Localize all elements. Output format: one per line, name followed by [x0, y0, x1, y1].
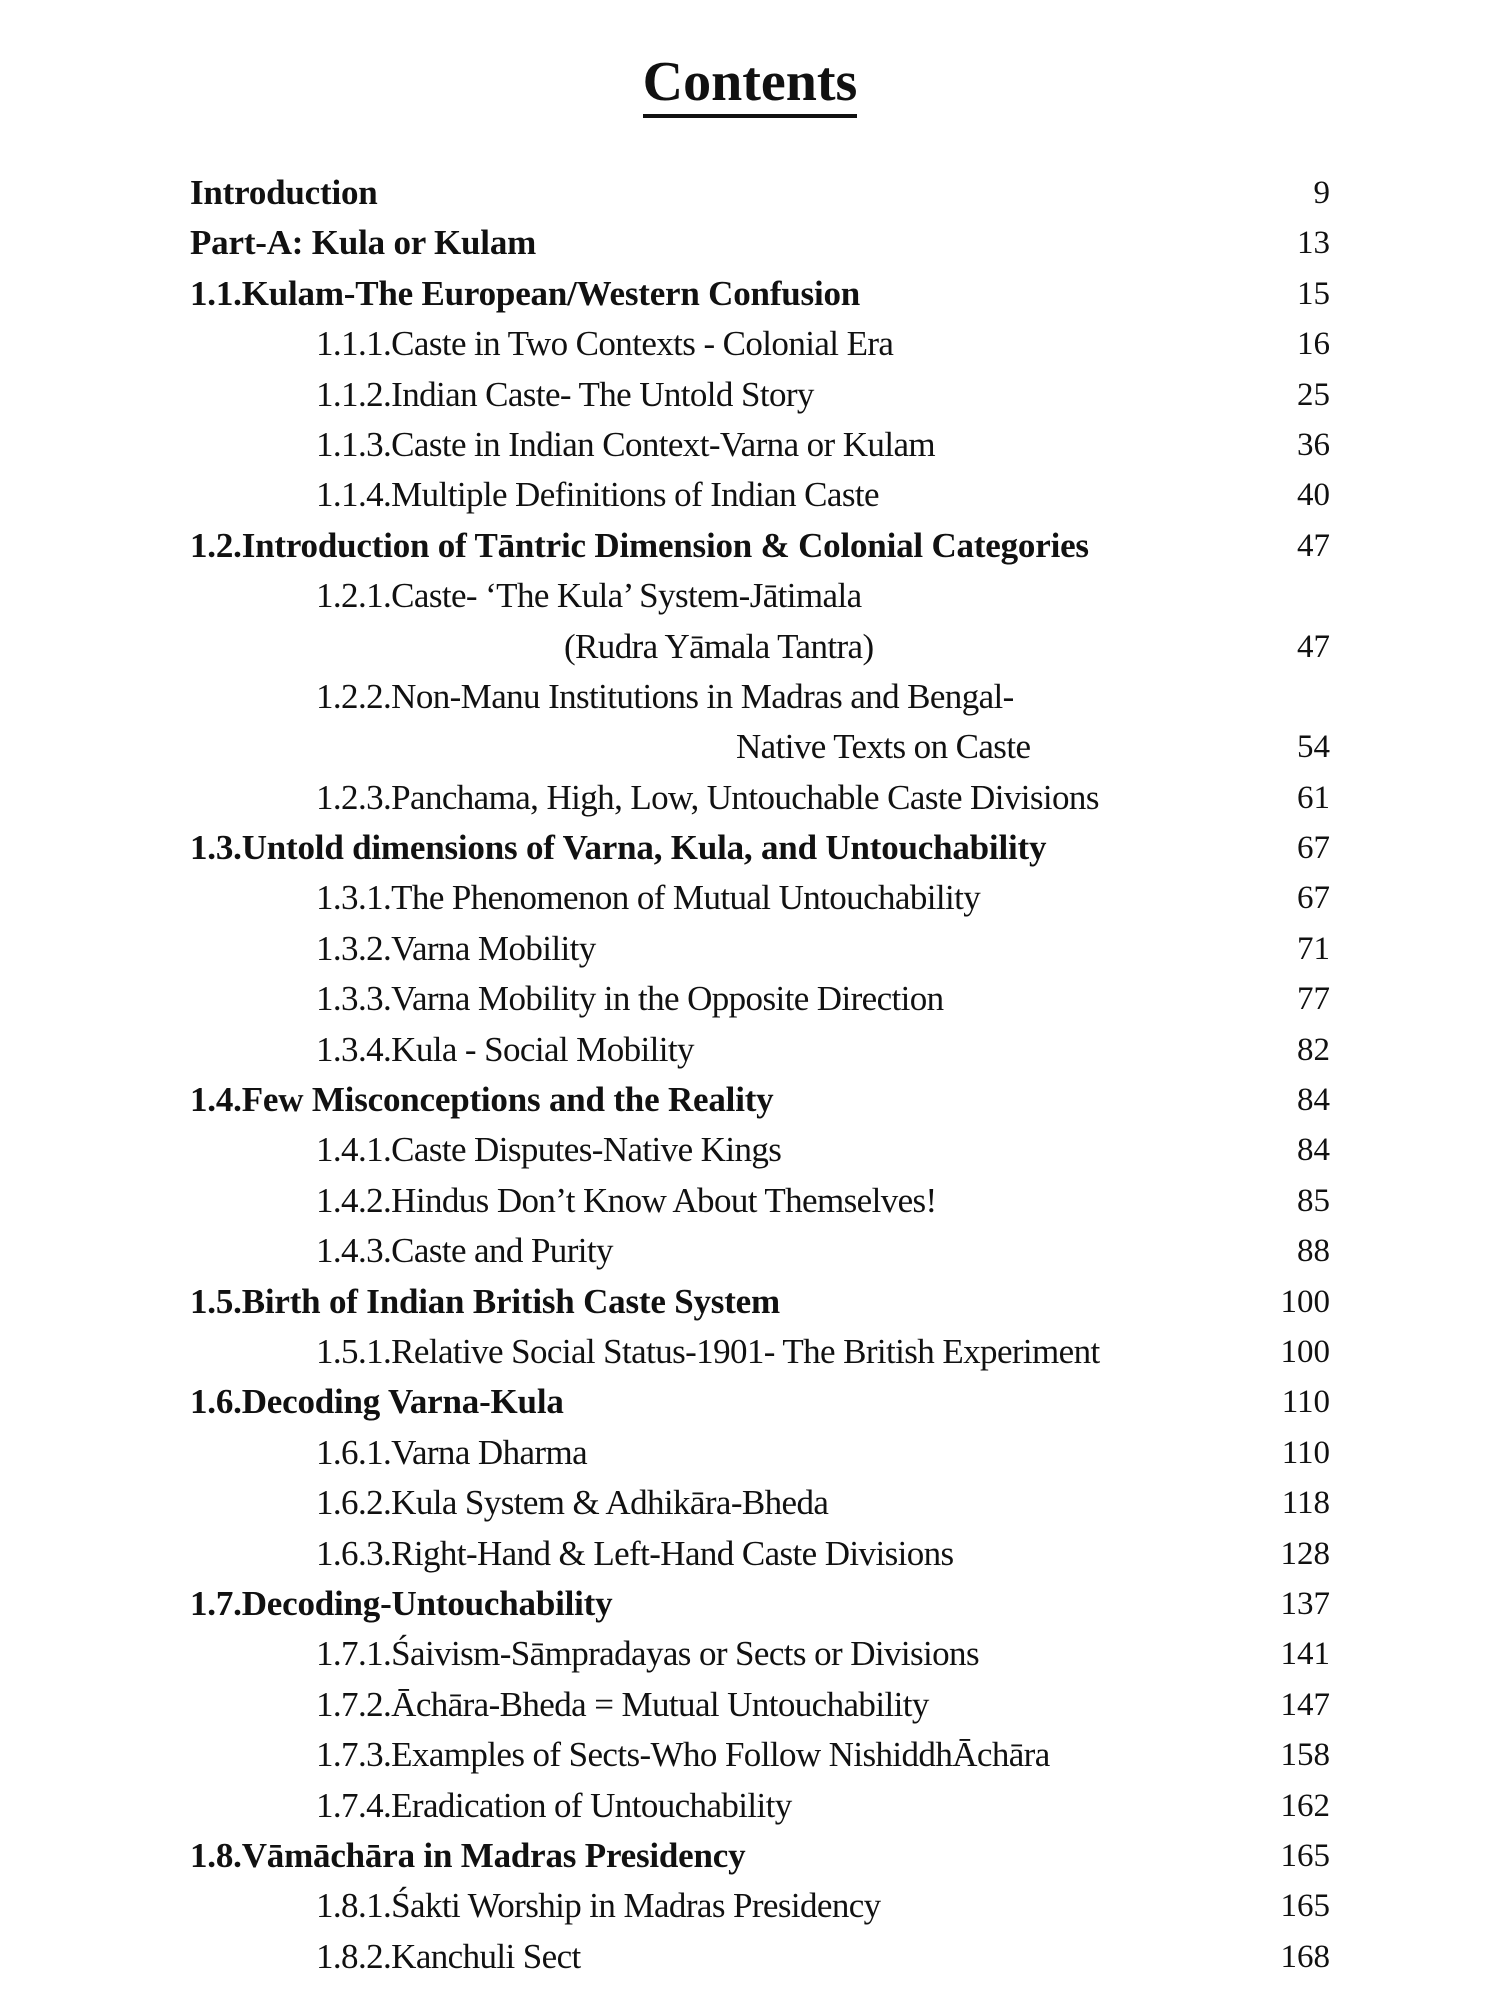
toc-section-entry[interactable]: [190, 1226, 1330, 1276]
toc-chapter-entry[interactable]: [190, 1075, 1330, 1125]
toc-entry-label: 1.2.Introduction of Tāntric Dimension & Colonial Categories: [190, 525, 1089, 565]
toc-entry-page-number: 16: [1297, 326, 1330, 363]
toc-chapter-entry[interactable]: [190, 269, 1330, 319]
toc-entry-page-number: 71: [1297, 930, 1330, 967]
toc-entry-label: 1.2.2.Non-Manu Institutions in Madras and Bengal-: [316, 676, 1014, 716]
toc-entry-page-number: 54: [1297, 729, 1330, 766]
toc-entry-label: 1.3.3.Varna Mobility in the Opposite Direction: [316, 979, 944, 1019]
toc-section-entry[interactable]: [190, 1781, 1330, 1831]
toc-section-entry[interactable]: [190, 571, 1330, 621]
toc-entry-page-number: 15: [1297, 275, 1330, 312]
toc-entry-page-number: 100: [1280, 1333, 1330, 1370]
toc-entry-page-number: 9: [1313, 175, 1330, 211]
toc-entry-page-number: 165: [1280, 1837, 1330, 1874]
toc-entry-page-number: 77: [1297, 981, 1330, 1018]
toc-entry-page-number: 40: [1297, 477, 1330, 514]
toc-entry-label: 1.4.2.Hindus Don’t Know About Themselves!: [316, 1180, 937, 1220]
toc-entry-page-number: 110: [1281, 1384, 1330, 1421]
toc-chapter-entry[interactable]: [190, 218, 1330, 268]
toc-entry-page-number: 84: [1297, 1082, 1330, 1119]
toc-section-entry[interactable]: [190, 974, 1330, 1024]
toc-entry-page-number: 158: [1280, 1737, 1330, 1774]
toc-entry-label: 1.8.2.Kanchuli Sect: [316, 1936, 581, 1976]
toc-entry-label: 1.5.Birth of Indian British Caste System: [190, 1281, 780, 1321]
toc-section-entry[interactable]: [190, 1932, 1330, 1982]
toc-entry-label: Introduction: [190, 173, 378, 212]
toc-section-entry[interactable]: [190, 420, 1330, 470]
toc-section-entry[interactable]: [190, 873, 1330, 923]
toc-section-entry[interactable]: [190, 319, 1330, 369]
toc-entry-page-number: 128: [1280, 1535, 1330, 1572]
toc-entry-page-number: 67: [1297, 830, 1330, 867]
toc-entry-page-number: 25: [1297, 376, 1330, 413]
toc-chapter-entry[interactable]: [190, 1377, 1330, 1427]
toc-entry-label: 1.4.Few Misconceptions and the Reality: [190, 1080, 774, 1120]
toc-section-entry[interactable]: [190, 1176, 1330, 1226]
table-of-contents: [190, 168, 1330, 1982]
toc-section-entry[interactable]: [190, 1730, 1330, 1780]
toc-chapter-entry[interactable]: [190, 168, 1330, 218]
toc-entry-page-number: 85: [1297, 1182, 1330, 1219]
toc-section-entry[interactable]: [190, 1478, 1330, 1528]
toc-section-entry[interactable]: [190, 1025, 1330, 1075]
toc-entry-label: 1.8.1.Śakti Worship in Madras Presidency: [316, 1886, 881, 1926]
toc-section-entry[interactable]: [190, 370, 1330, 420]
toc-entry-label: 1.4.1.Caste Disputes-Native Kings: [316, 1130, 782, 1170]
toc-entry-page-number: 13: [1297, 225, 1330, 262]
toc-entry-label: 1.1.Kulam-The European/Western Confusion: [190, 273, 861, 313]
toc-entry-label: 1.2.3.Panchama, High, Low, Untouchable Caste Divisions: [316, 777, 1099, 817]
toc-entry-page-number: 61: [1297, 779, 1330, 816]
toc-section-entry[interactable]: [190, 1125, 1330, 1175]
toc-entry-page-number: 100: [1280, 1283, 1330, 1320]
toc-entry-label: 1.6.3.Right-Hand & Left-Hand Caste Divisions: [316, 1533, 954, 1573]
toc-entry-label: 1.7.Decoding-Untouchability: [190, 1583, 613, 1623]
toc-entry-label: Part-A: Kula or Kulam: [190, 223, 537, 263]
toc-entry-label: 1.2.1.Caste- ‘The Kula’ System-Jātimala: [316, 576, 862, 616]
toc-entry-page-number: 141: [1280, 1636, 1330, 1673]
toc-chapter-entry[interactable]: [190, 1277, 1330, 1327]
toc-entry-page-number: 168: [1280, 1938, 1330, 1975]
toc-section-entry[interactable]: [190, 1428, 1330, 1478]
toc-entry-label: 1.8.Vāmāchāra in Madras Presidency: [190, 1835, 746, 1875]
toc-section-entry[interactable]: [190, 470, 1330, 520]
toc-chapter-entry[interactable]: [190, 823, 1330, 873]
page-title: [0, 48, 1500, 116]
toc-section-entry[interactable]: [190, 672, 1330, 722]
toc-entry-label: 1.1.4.Multiple Definitions of Indian Caste: [316, 475, 879, 515]
toc-entry-label: 1.3.Untold dimensions of Varna, Kula, and Untouchability: [190, 828, 1047, 868]
toc-section-entry[interactable]: [190, 924, 1330, 974]
toc-entry-page-number: 67: [1297, 880, 1330, 917]
toc-entry-label: 1.6.1.Varna Dharma: [316, 1432, 588, 1472]
toc-entry-label: 1.3.2.Varna Mobility: [316, 928, 596, 968]
toc-entry-page-number: 162: [1280, 1787, 1330, 1824]
toc-section-entry[interactable]: [190, 1529, 1330, 1579]
toc-entry-label: 1.1.2.Indian Caste- The Untold Story: [316, 374, 814, 414]
toc-chapter-entry[interactable]: [190, 521, 1330, 571]
toc-entry-label: 1.1.3.Caste in Indian Context-Varna or Kulam: [316, 424, 936, 464]
toc-section-entry[interactable]: [190, 622, 1330, 672]
toc-chapter-entry[interactable]: [190, 1579, 1330, 1629]
toc-section-entry[interactable]: [190, 722, 1330, 772]
toc-section-entry[interactable]: [190, 1327, 1330, 1377]
toc-entry-label: 1.3.4.Kula - Social Mobility: [316, 1029, 694, 1069]
toc-entry-label: 1.5.1.Relative Social Status-1901- The British Experiment: [316, 1331, 1100, 1371]
toc-chapter-entry[interactable]: [190, 1831, 1330, 1881]
toc-entry-page-number: 82: [1297, 1031, 1330, 1068]
toc-entry-label: Native Texts on Caste: [736, 727, 1031, 767]
toc-entry-page-number: 47: [1297, 628, 1330, 665]
toc-entry-page-number: 47: [1297, 527, 1330, 564]
toc-entry-label: 1.3.1.The Phenomenon of Mutual Untouchability: [316, 878, 981, 918]
toc-entry-page-number: 84: [1297, 1132, 1330, 1169]
toc-entry-label: 1.1.1.Caste in Two Contexts - Colonial Era: [316, 324, 894, 364]
toc-entry-page-number: 36: [1297, 426, 1330, 463]
toc-entry-label: 1.6.2.Kula System & Adhikāra-Bheda: [316, 1483, 829, 1523]
toc-entry-label: 1.7.2.Āchāra-Bheda = Mutual Untouchability: [316, 1684, 929, 1724]
toc-entry-label: 1.7.3.Examples of Sects-Who Follow NishiddhĀchāra: [316, 1735, 1050, 1775]
toc-entry-label: 1.7.1.Śaivism-Sāmpradayas or Sects or Divisions: [316, 1634, 979, 1674]
toc-entry-label: 1.6.Decoding Varna-Kula: [190, 1382, 564, 1422]
toc-entry-page-number: 118: [1281, 1485, 1330, 1522]
toc-section-entry[interactable]: [190, 1629, 1330, 1679]
toc-entry-page-number: 147: [1280, 1686, 1330, 1723]
toc-entry-page-number: 88: [1297, 1233, 1330, 1270]
toc-entry-page-number: 137: [1280, 1585, 1330, 1622]
toc-entry-page-number: 165: [1280, 1888, 1330, 1925]
toc-entry-page-number: 110: [1281, 1434, 1330, 1471]
page-title-text: Contents: [643, 51, 858, 118]
toc-entry-label: (Rudra Yāmala Tantra): [564, 626, 874, 666]
toc-section-entry[interactable]: [190, 1680, 1330, 1730]
toc-section-entry[interactable]: [190, 1881, 1330, 1931]
toc-entry-label: 1.7.4.Eradication of Untouchability: [316, 1785, 792, 1825]
toc-section-entry[interactable]: [190, 773, 1330, 823]
toc-entry-label: 1.4.3.Caste and Purity: [316, 1231, 613, 1271]
